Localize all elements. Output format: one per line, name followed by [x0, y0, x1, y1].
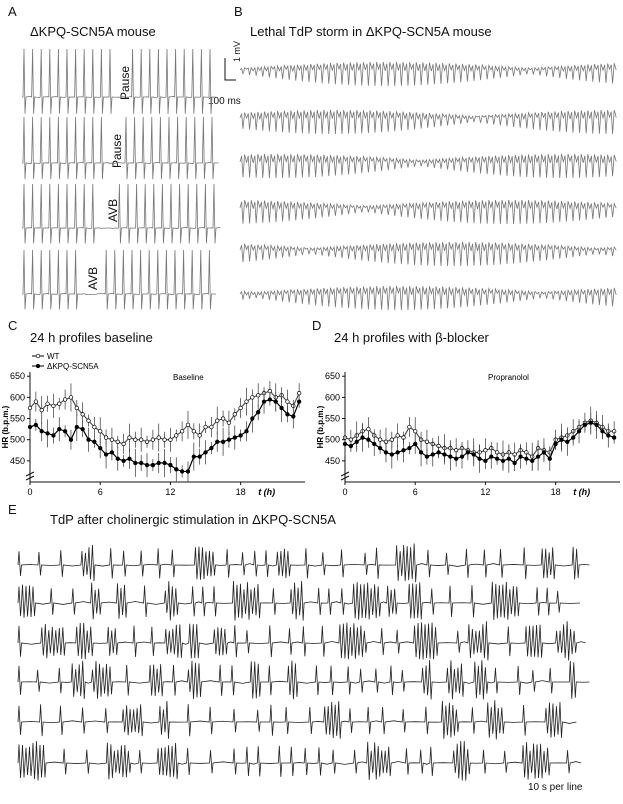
data-point: [396, 434, 400, 438]
data-point: [57, 402, 61, 406]
data-point: [128, 457, 132, 461]
data-point: [145, 440, 149, 444]
data-point: [186, 470, 190, 474]
data-point: [449, 455, 453, 459]
data-point: [81, 413, 85, 417]
data-point: [361, 436, 365, 440]
data-point: [40, 429, 44, 433]
data-point: [378, 438, 382, 442]
data-point: [437, 451, 441, 455]
y-tick-label: 550: [9, 413, 25, 424]
x-tick-label: 12: [480, 487, 491, 497]
y-tick-label: 650: [324, 371, 340, 382]
data-point: [116, 457, 120, 461]
data-point: [198, 455, 202, 459]
x-tick-label: 6: [412, 487, 418, 497]
data-point: [536, 455, 540, 459]
data-point: [87, 419, 91, 423]
panel-a-label-2: Pause: [110, 133, 124, 168]
data-point: [204, 425, 208, 429]
panel-a-title: ΔKPQ-SCN5A mouse: [30, 24, 156, 39]
data-point: [507, 457, 511, 461]
legend-label: WT: [47, 352, 60, 361]
panel-b-title: Lethal TdP storm in ΔKPQ-SCN5A mouse: [250, 24, 492, 39]
panel-letter-a: A: [8, 4, 17, 19]
data-point: [210, 446, 214, 450]
data-point: [169, 438, 173, 442]
data-point: [606, 434, 610, 438]
data-point: [256, 410, 260, 414]
data-point: [104, 453, 108, 457]
data-point: [221, 417, 225, 421]
data-point: [174, 434, 178, 438]
data-point: [69, 396, 73, 400]
data-point: [151, 438, 155, 442]
data-point: [145, 463, 149, 467]
scale-bar-time-label: 100 ms: [208, 96, 241, 107]
data-point: [169, 463, 173, 467]
data-point: [484, 448, 488, 452]
data-point: [122, 442, 126, 446]
x-tick-label: 0: [27, 487, 33, 497]
data-point: [28, 425, 32, 429]
data-point: [122, 459, 126, 463]
y-tick-label: 450: [324, 455, 340, 466]
data-point: [268, 398, 272, 402]
data-point: [63, 398, 67, 402]
data-point: [69, 438, 73, 442]
data-point: [116, 440, 120, 444]
panel-a-label-3: AVB: [106, 198, 120, 222]
data-point: [466, 451, 470, 455]
data-point: [525, 457, 529, 461]
data-point: [349, 444, 353, 448]
data-point: [408, 425, 412, 429]
chart-annotation: Propranolol: [488, 373, 529, 382]
data-point: [262, 400, 266, 404]
data-point: [501, 459, 505, 463]
legend-marker: [36, 354, 40, 358]
data-point: [460, 455, 464, 459]
data-point: [384, 451, 388, 455]
x-tick-label: 0: [342, 487, 348, 497]
data-point: [28, 406, 32, 410]
data-point: [297, 391, 301, 395]
data-point: [204, 451, 208, 455]
data-point: [192, 455, 196, 459]
y-tick-label: 600: [9, 392, 25, 403]
data-point: [419, 451, 423, 455]
data-point: [274, 400, 278, 404]
data-point: [186, 423, 190, 427]
data-point: [495, 457, 499, 461]
data-point: [286, 400, 290, 404]
data-point: [519, 455, 523, 459]
data-point: [180, 429, 184, 433]
data-point: [390, 453, 394, 457]
panel-c-title: 24 h profiles baseline: [30, 330, 153, 345]
data-point: [472, 453, 476, 457]
data-point: [343, 442, 347, 446]
panel-d-title: 24 h profiles with β-blocker: [334, 330, 489, 345]
data-point: [297, 400, 301, 404]
data-point: [378, 446, 382, 450]
y-tick-label: 650: [9, 371, 25, 382]
chart-C: [1, 352, 305, 497]
data-point: [548, 457, 552, 461]
data-point: [46, 432, 50, 436]
data-point: [583, 423, 587, 427]
panel-e-footnote: 10 s per line: [528, 782, 583, 793]
data-point: [256, 393, 260, 397]
data-point: [157, 436, 161, 440]
data-point: [239, 406, 243, 410]
x-axis-label: t (h): [573, 487, 591, 497]
data-point: [134, 461, 138, 465]
data-point: [245, 400, 249, 404]
data-point: [425, 455, 429, 459]
data-point: [268, 389, 272, 393]
y-axis-label: HR (b.p.m.): [316, 405, 325, 449]
data-point: [210, 425, 214, 429]
legend-marker: [36, 364, 40, 368]
panel-letter-c: C: [8, 318, 18, 333]
panel-a-label-4: AVB: [86, 266, 100, 290]
data-point: [530, 459, 534, 463]
data-point: [280, 406, 284, 410]
data-point: [489, 455, 493, 459]
data-point: [542, 451, 546, 455]
data-point: [513, 461, 517, 465]
data-point: [93, 425, 97, 429]
data-point: [174, 468, 178, 472]
data-point: [402, 448, 406, 452]
data-point: [157, 461, 161, 465]
data-point: [75, 425, 79, 429]
data-point: [104, 436, 108, 440]
data-point: [425, 440, 429, 444]
chart-D: [316, 371, 620, 497]
data-point: [233, 436, 237, 440]
data-point: [443, 453, 447, 457]
data-point: [367, 427, 371, 431]
data-point: [413, 429, 417, 433]
data-point: [233, 413, 237, 417]
legend-label: ΔKPQ-SCN5A: [47, 362, 99, 371]
data-point: [227, 438, 231, 442]
data-point: [98, 429, 102, 433]
panel-letter-d: D: [312, 318, 322, 333]
data-point: [151, 463, 155, 467]
data-point: [291, 415, 295, 419]
data-point: [57, 427, 61, 431]
data-point: [554, 442, 558, 446]
panel-letter-e: E: [8, 502, 17, 517]
y-tick-label: 550: [324, 413, 340, 424]
panel-letter-b: B: [234, 4, 243, 19]
data-point: [367, 438, 371, 442]
data-point: [251, 417, 255, 421]
data-point: [601, 429, 605, 433]
data-point: [227, 421, 231, 425]
data-point: [372, 442, 376, 446]
data-point: [87, 438, 91, 442]
data-point: [110, 438, 114, 442]
data-point: [595, 423, 599, 427]
data-point: [81, 427, 85, 431]
y-tick-label: 450: [9, 455, 25, 466]
panel-e-title: TdP after cholinergic stimulation in ΔKPQ-SCN5A: [50, 512, 336, 527]
chart-annotation: Baseline: [173, 373, 204, 382]
data-point: [355, 440, 359, 444]
data-point: [478, 457, 482, 461]
data-point: [251, 396, 255, 400]
scale-bar-voltage-label: 1 mV: [232, 40, 242, 62]
data-point: [40, 408, 44, 412]
data-point: [163, 438, 167, 442]
x-tick-label: 18: [235, 487, 246, 497]
x-tick-label: 12: [165, 487, 176, 497]
data-point: [163, 461, 167, 465]
data-point: [454, 457, 458, 461]
data-point: [180, 470, 184, 474]
data-point: [215, 440, 219, 444]
panel-a-label-1: Pause: [118, 65, 132, 100]
y-tick-label: 500: [324, 434, 340, 445]
x-tick-label: 6: [97, 487, 103, 497]
data-point: [408, 446, 412, 450]
data-point: [215, 419, 219, 423]
y-axis-label: HR (b.p.m.): [1, 405, 10, 449]
data-point: [612, 436, 616, 440]
data-point: [34, 400, 38, 404]
data-point: [110, 451, 114, 455]
data-point: [139, 438, 143, 442]
data-point: [134, 438, 138, 442]
data-point: [577, 429, 581, 433]
data-point: [34, 423, 38, 427]
data-point: [431, 453, 435, 457]
data-point: [245, 429, 249, 433]
data-point: [52, 404, 56, 408]
data-point: [192, 429, 196, 433]
data-point: [93, 440, 97, 444]
data-point: [46, 402, 50, 406]
data-point: [75, 406, 79, 410]
data-point: [396, 451, 400, 455]
data-point: [484, 459, 488, 463]
y-tick-label: 600: [324, 392, 340, 403]
data-point: [239, 434, 243, 438]
data-point: [571, 436, 575, 440]
data-point: [589, 421, 593, 425]
data-point: [198, 434, 202, 438]
data-point: [139, 461, 143, 465]
data-point: [63, 429, 67, 433]
data-point: [413, 442, 417, 446]
data-point: [560, 438, 564, 442]
data-point: [286, 413, 290, 417]
data-point: [98, 446, 102, 450]
data-point: [221, 440, 225, 444]
data-point: [52, 434, 56, 438]
y-tick-label: 500: [9, 434, 25, 445]
x-axis-label: t (h): [258, 487, 276, 497]
data-point: [566, 440, 570, 444]
x-tick-label: 18: [550, 487, 561, 497]
data-point: [128, 436, 132, 440]
